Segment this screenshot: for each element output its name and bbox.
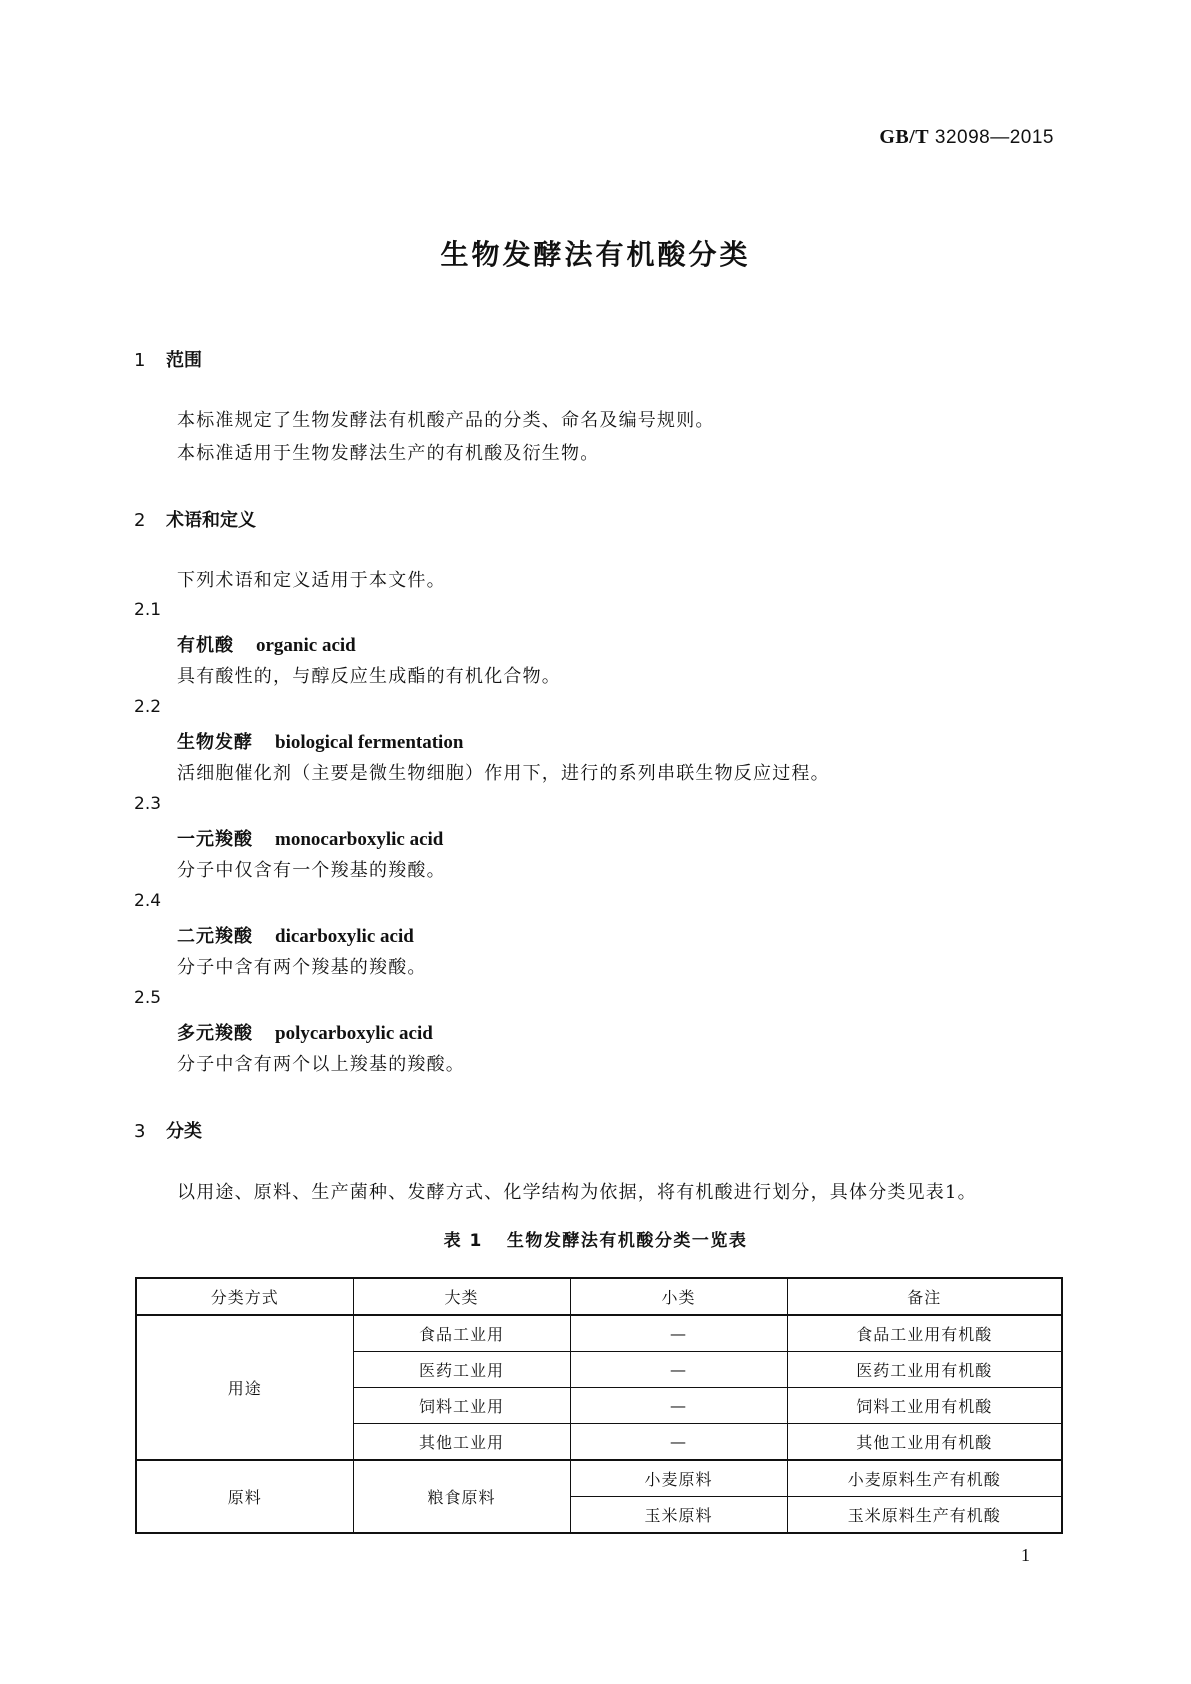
note-cell: 其他工业用有机酸 (787, 1424, 1062, 1461)
section-2-intro: 下列术语和定义适用于本文件。 (177, 570, 446, 591)
term-chinese: 多元羧酸 (177, 1023, 253, 1044)
note-cell: 玉米原料生产有机酸 (787, 1497, 1062, 1534)
section-2-title: 术语和定义 (166, 510, 256, 531)
document-title: 生物发酵法有机酸分类 (440, 238, 751, 271)
term-heading (177, 631, 356, 657)
minor-category-cell: — (570, 1352, 787, 1388)
term-heading (177, 1019, 433, 1045)
term-english: biological fermentation (275, 732, 464, 753)
table-header-cell: 大类 (353, 1278, 570, 1315)
term-english: monocarboxylic acid (275, 829, 444, 850)
minor-category-cell: — (570, 1424, 787, 1461)
term-chinese: 生物发酵 (177, 732, 253, 753)
table-caption-number: 表 1 (443, 1231, 483, 1251)
term-number: 2.3 (134, 794, 162, 814)
minor-category-cell: 玉米原料 (570, 1497, 787, 1534)
classification-table (135, 1277, 1063, 1534)
note-cell: 食品工业用有机酸 (787, 1315, 1062, 1352)
section-1-heading (134, 346, 202, 372)
classification-method-cell: 用途 (136, 1315, 353, 1460)
term-definition: 活细胞催化剂（主要是微生物细胞）作用下，进行的系列串联生物反应过程。 (177, 763, 830, 784)
term-number: 2.1 (134, 600, 162, 620)
term-english: organic acid (256, 635, 356, 656)
term-definition: 分子中含有两个以上羧基的羧酸。 (177, 1054, 465, 1075)
table-header-cell: 备注 (787, 1278, 1062, 1315)
term-heading (177, 922, 414, 948)
note-cell: 小麦原料生产有机酸 (787, 1460, 1062, 1497)
minor-category-cell: — (570, 1315, 787, 1352)
section-3-heading (134, 1117, 202, 1143)
table-caption (0, 1226, 1191, 1251)
table-caption-title: 生物发酵法有机酸分类一览表 (506, 1231, 748, 1251)
standard-code (879, 126, 1054, 149)
minor-category-cell: — (570, 1388, 787, 1424)
standard-prefix: GB/T (879, 126, 930, 148)
section-1-title: 范围 (166, 350, 202, 371)
section-3-paragraph-1: 以用途、原料、生产菌种、发酵方式、化学结构为依据，将有机酸进行划分，具体分类见表1。 (177, 1182, 977, 1203)
major-category-cell: 其他工业用 (353, 1424, 570, 1461)
standard-number: 32098—2015 (934, 127, 1054, 148)
term-chinese: 一元羧酸 (177, 829, 253, 850)
term-definition: 具有酸性的，与醇反应生成酯的有机化合物。 (177, 666, 561, 687)
section-1-number: 1 (134, 350, 146, 371)
section-2-number: 2 (134, 510, 146, 531)
page-number: 1 (1021, 1545, 1030, 1565)
table-row (136, 1460, 1062, 1497)
term-english: dicarboxylic acid (275, 926, 414, 947)
term-chinese: 有机酸 (177, 635, 234, 656)
section-1-paragraph-2: 本标准适用于生物发酵法生产的有机酸及衍生物。 (177, 443, 600, 464)
term-heading (177, 728, 463, 754)
table-header-row (136, 1278, 1062, 1315)
term-definition: 分子中含有两个羧基的羧酸。 (177, 957, 427, 978)
major-category-cell: 医药工业用 (353, 1352, 570, 1388)
section-1-paragraph-1: 本标准规定了生物发酵法有机酸产品的分类、命名及编号规则。 (177, 410, 715, 431)
term-number: 2.2 (134, 697, 162, 717)
section-3-title: 分类 (166, 1121, 202, 1142)
term-chinese: 二元羧酸 (177, 926, 253, 947)
term-heading (177, 825, 443, 851)
term-definition: 分子中仅含有一个羧基的羧酸。 (177, 860, 446, 881)
term-number: 2.4 (134, 891, 162, 911)
term-english: polycarboxylic acid (275, 1023, 433, 1044)
note-cell: 饲料工业用有机酸 (787, 1388, 1062, 1424)
section-2-heading (134, 506, 256, 532)
table-header-cell: 小类 (570, 1278, 787, 1315)
major-category-cell: 粮食原料 (353, 1460, 570, 1533)
classification-method-cell: 原料 (136, 1460, 353, 1533)
table-header-cell: 分类方式 (136, 1278, 353, 1315)
table-row (136, 1315, 1062, 1352)
major-category-cell: 食品工业用 (353, 1315, 570, 1352)
note-cell: 医药工业用有机酸 (787, 1352, 1062, 1388)
section-3-number: 3 (134, 1121, 146, 1142)
major-category-cell: 饲料工业用 (353, 1388, 570, 1424)
minor-category-cell: 小麦原料 (570, 1460, 787, 1497)
term-number: 2.5 (134, 988, 162, 1008)
